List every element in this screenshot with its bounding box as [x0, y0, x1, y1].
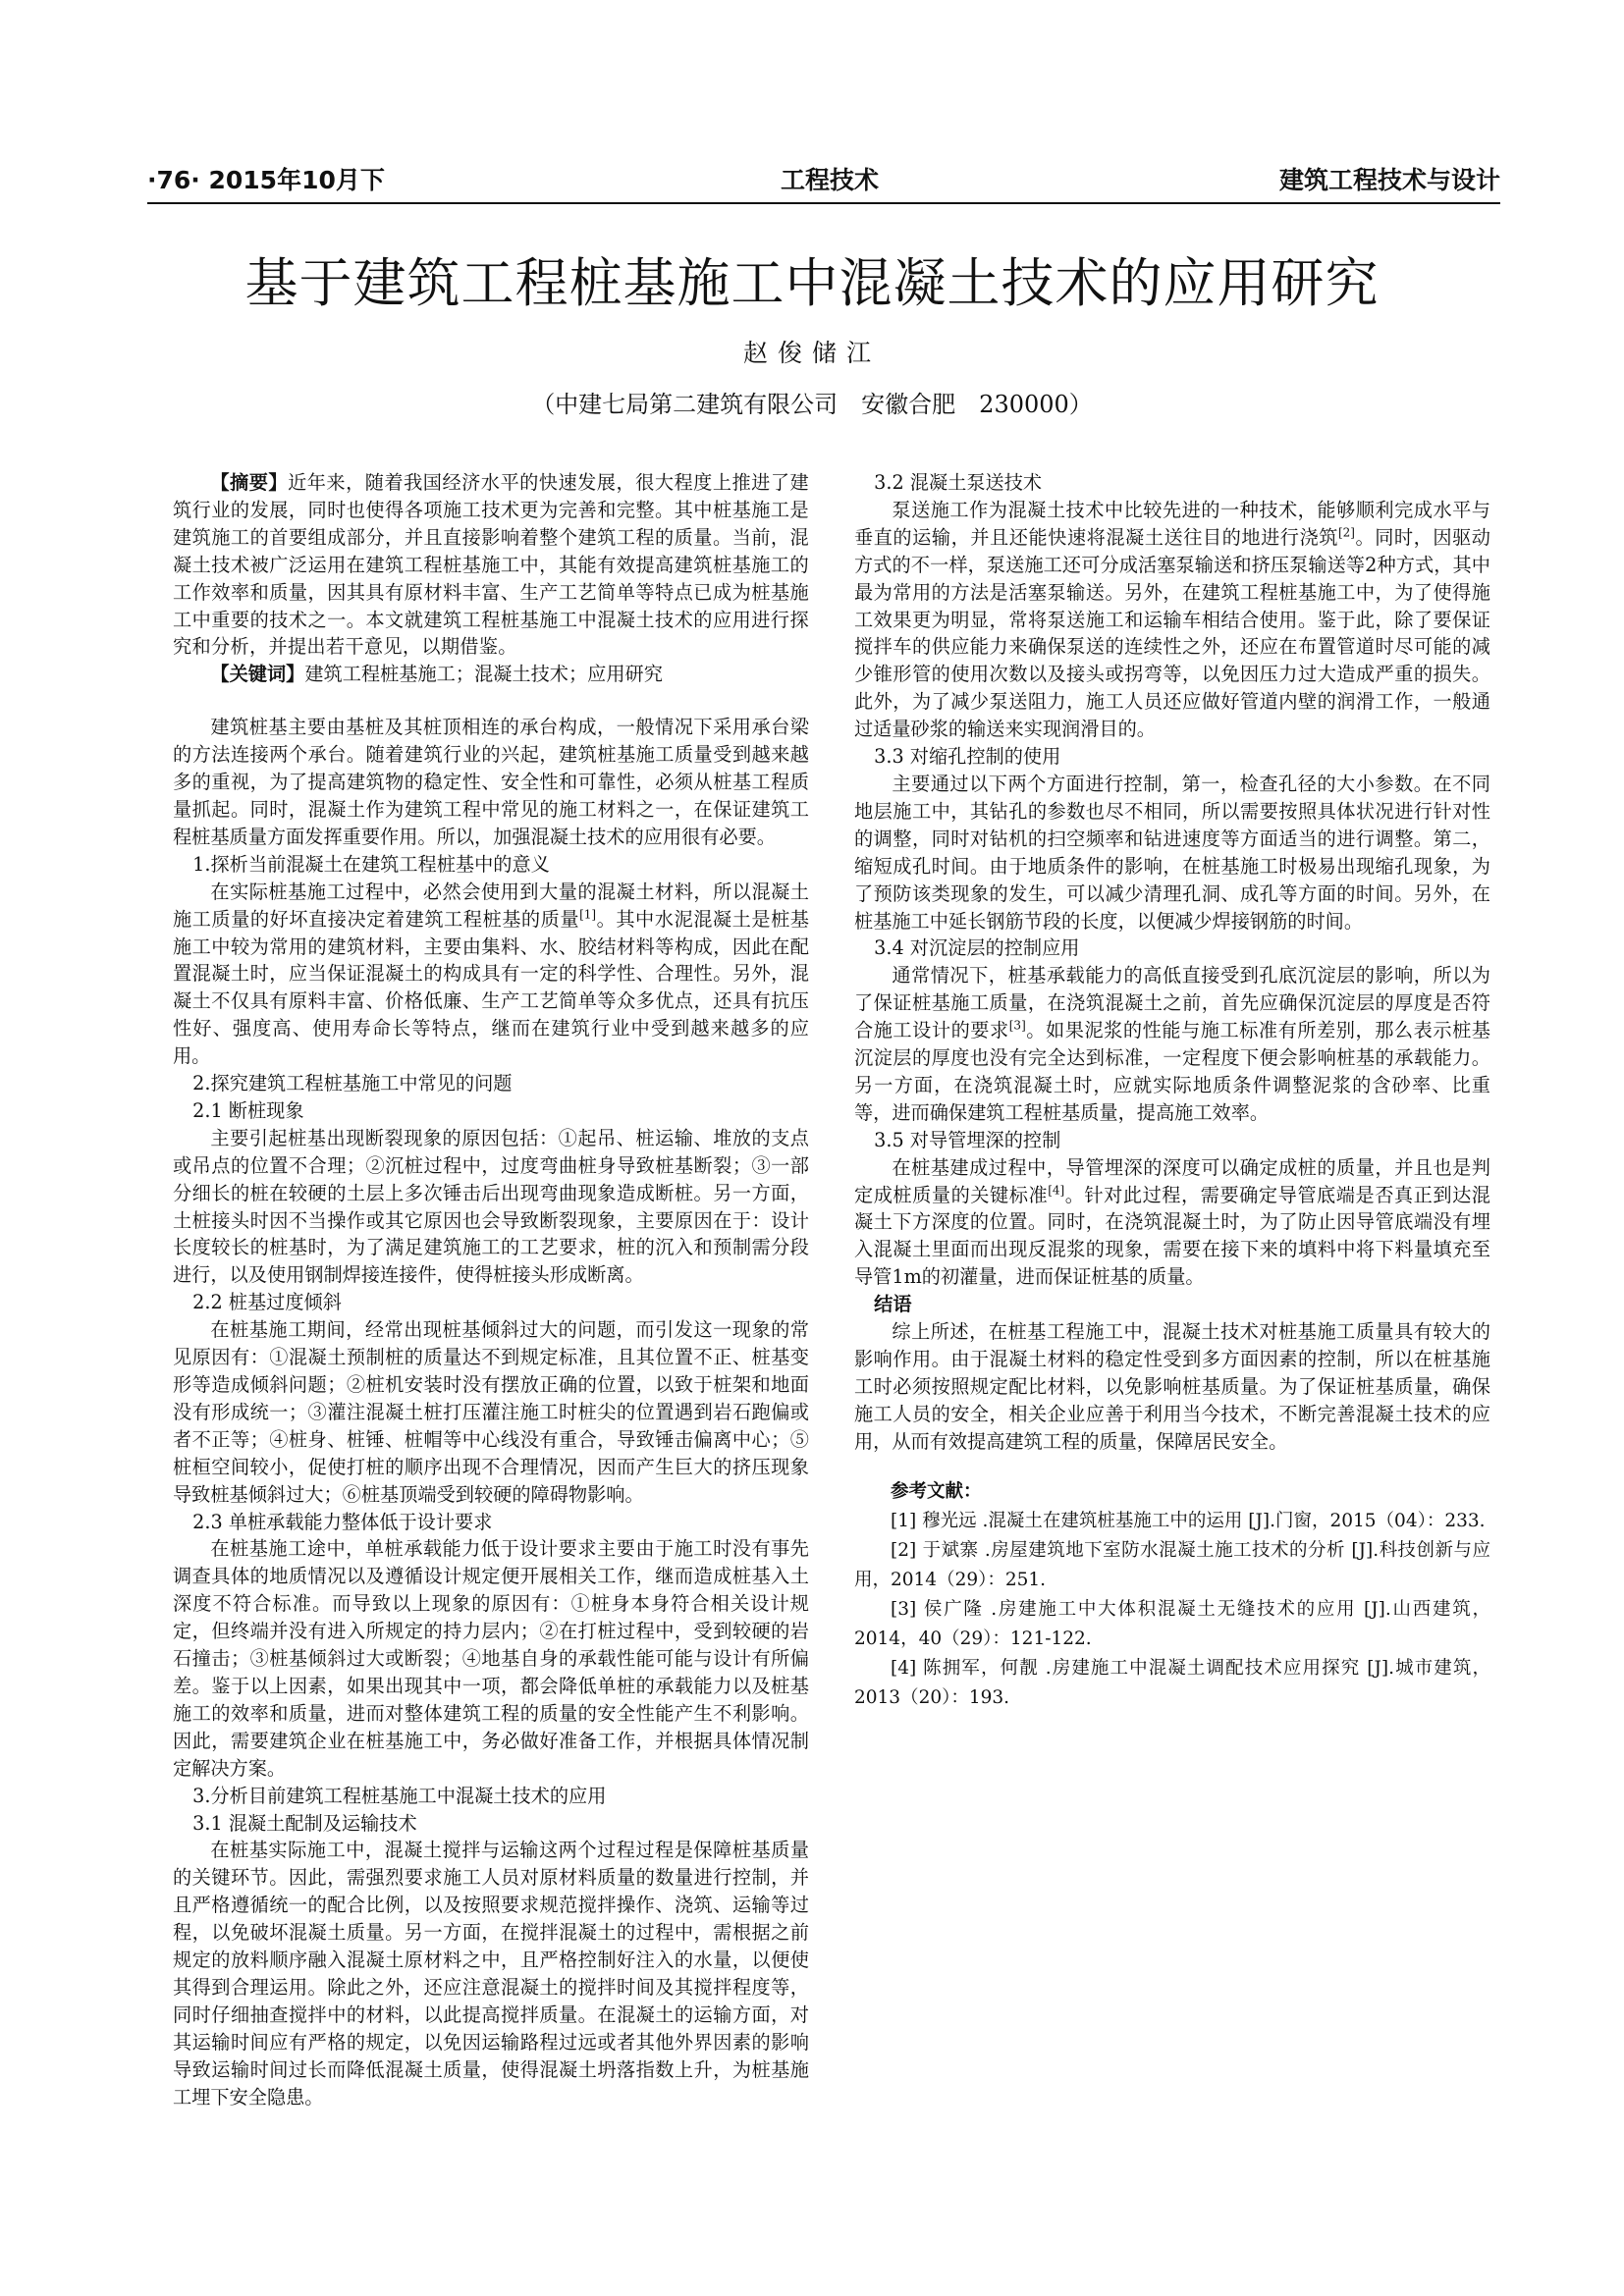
article-title: 基于建筑工程桩基施工中混凝土技术的应用研究 [244, 252, 1380, 314]
journal-column: 建筑工程技术与设计 [1278, 166, 1500, 194]
section-3-4-paragraph: 通常情况下，桩基承载能力的高低直接受到孔底沉淀层的影响，所以为了保证桩基施工质量，在浇筑混凝土之前，首先应确保沉淀层的厚度是否符合施工设计的要求[3]。如果泥浆的性能与施工标准有所差别，那么表示桩基沉淀层的厚度也没有完全达到标准，一定程度下便会影响桩基的承载能力。另一方面，在浇筑混凝土时，应就实际地质条件调整泥浆的含砂率、比重等，进而确保建筑工程桩基质量，提高施工效率。 [854, 964, 1490, 1124]
right-column [854, 469, 1490, 1713]
references-heading: 参考文献： [891, 1480, 982, 1502]
citation-2: [2] [1337, 525, 1355, 540]
abstract-text: 近年来，随着我国经济水平的快速发展，很大程度上推进了建筑行业的发展，同时也使得各项施工技术更为完善和完整。其中桩基施工是建筑施工的首要组成部分，并且直接影响着整个建筑工程的质量。当前，混凝土技术被广泛运用在建筑工程桩基施工中，其能有效提高建筑桩基施工的工作效率和质量，因其具有原材料丰富、生产工艺简单等特点已成为桩基施工中重要的技术之一。本文就建筑工程桩基施工中混凝土技术的应用进行探究和分析，并提出若干意见，以期借鉴。 [173, 471, 809, 659]
section-3-2-heading: 3.2 混凝土泵送技术 [874, 471, 1043, 494]
abstract-label: 【摘要】 [210, 471, 289, 494]
section-1-paragraph: 在实际桩基施工过程中，必然会使用到大量的混凝土材料，所以混凝土施工质量的好坏直接决定着建筑工程桩基的质量[1]。其中水泥混凝土是桩基施工中较为常用的建筑材料，主要由集料、水、胶结材料等构成，因此在配置混凝土时，应当保证混凝土的构成具有一定的科学性、合理性。另外，混凝土不仅具有原料丰富、价格低廉、生产工艺简单等众多优点，还具有抗压性好、强度高、使用寿命长等特点，继而在建筑行业中受到越来越多的应用。 [173, 880, 809, 1068]
section-3-5-heading: 3.5 对导管埋深的控制 [874, 1128, 1061, 1151]
section-2-1-paragraph: 主要引起桩基出现断裂现象的原因包括：①起吊、桩运输、堆放的支点或吊点的位置不合理；②沉桩过程中，过度弯曲桩身导致桩基断裂；③一部分细长的桩在较硬的土层上多次锤击后出现弯曲现象造成断桩。另一方面，土桩接头时因不当操作或其它原因也会导致断裂现象，主要原因在于：设计长度较长的桩基时，为了满足建筑施工的工艺要求，桩的沉入和预制需分段进行，以及使用钢制焊接连接件，使得桩接头形成断离。 [173, 1126, 809, 1287]
reference-item: [4] 陈拥军，何靓 .房建施工中混凝土调配技术应用探究 [J].城市建筑，2013（20）：193. [854, 1657, 1490, 1708]
page-number-date: ·76· 2015年10月下 [147, 166, 385, 194]
citation-4: [4] [1048, 1183, 1065, 1198]
section-3-3-paragraph: 主要通过以下两个方面进行控制，第一，检查孔径的大小参数。在不同地层施工中，其钻孔的参数也尽不相同，所以需要按照具体状况进行针对性的调整，同时对钻机的扫空频率和钻进速度等方面适当的进行调整。第二，缩短成孔时间。由于地质条件的影响，在桩基施工时极易出现缩孔现象，为了预防该类现象的发生，可以减少清理孔洞、成孔等方面的时间。另外，在桩基施工中延长钢筋节段的长度，以便减少焊接钢筋的时间。 [854, 772, 1490, 933]
section-3-1-paragraph: 在桩基实际施工中，混凝土搅拌与运输这两个过程过程是保障桩基质量的关键环节。因此，需强烈要求施工人员对原材料质量的数量进行控制，并且严格遵循统一的配合比例，以及按照要求规范搅拌操作、浇筑、运输等过程，以免破坏混凝土质量。另一方面，在搅拌混凝土的过程中，需根据之前规定的放料顺序融入混凝土原材料之中，且严格控制好注入的水量，以便使其得到合理运用。除此之外，还应注意混凝土的搅拌时间及其搅拌程度等，同时仔细抽查搅拌中的材料，以此提高搅拌质量。在混凝土的运输方面，对其运输时间应有严格的规定，以免因运输路程过远或者其他外界因素的影响导致运输时间过长而降低混凝土质量，使得混凝土坍落指数上升，为桩基施工埋下安全隐患。 [173, 1839, 809, 2109]
reference-item: [1] 穆光远 .混凝土在建筑桩基施工中的运用 [J].门窗，2015（04）：233. [891, 1510, 1486, 1531]
keywords-text: 建筑工程桩基施工；混凝土技术；应用研究 [304, 663, 663, 686]
citation-1: [1] [579, 907, 597, 922]
left-column [173, 469, 809, 2110]
section-3-4-heading: 3.4 对沉淀层的控制应用 [874, 936, 1080, 960]
section-3-heading: 3.分析目前建筑工程桩基施工中混凝土技术的应用 [192, 1784, 607, 1807]
conclusion-heading: 结语 [874, 1293, 912, 1316]
section-name: 工程技术 [781, 166, 880, 194]
intro-paragraph: 建筑桩基主要由基桩及其桩顶相连的承台构成，一般情况下采用承台梁的方法连接两个承台。随着建筑行业的兴起，建筑桩基施工质量受到越来越多的重视，为了提高建筑物的稳定性、安全性和可靠性，必须从桩基工程质量抓起。同时，混凝土作为建筑工程中常见的施工材料之一，在保证建筑工程桩基质量方面发挥重要作用。所以，加强混凝土技术的应用很有必要。 [173, 716, 809, 848]
section-2-2-heading: 2.2 桩基过度倾斜 [192, 1291, 342, 1314]
section-2-1-heading: 2.1 断桩现象 [192, 1098, 304, 1122]
keywords-label: 【关键词】 [210, 663, 305, 686]
abstract [173, 469, 809, 661]
section-3-2-paragraph: 泵送施工作为混凝土技术中比较先进的一种技术，能够顺利完成水平与垂直的运输，并且还能快速将混凝土送往目的地进行浇筑[2]。同时，因驱动方式的不一样，泵送施工还可分成活塞泵输送和挤压泵输送等2种方式，其中最为常用的方法是活塞泵输送。另外，在建筑工程桩基施工中，为了使得施工效果更为明显，常将泵送施工和运输车相结合使用。鉴于此，除了要保证搅拌车的供应能力来确保泵送的连续性之外，还应在布置管道时尽可能的减少锥形管的使用次数以及接头或拐弯等，以免因压力过大造成严重的损失。此外，为了减少泵送阻力，施工人员还应做好管道内壁的润滑工作，一般通过适量砂浆的输送来实现润滑目的。 [854, 498, 1490, 741]
header-rule [147, 202, 1500, 204]
section-2-3-paragraph: 在桩基施工途中，单桩承载能力低于设计要求主要由于施工时没有事先调查具体的地质情况以及遵循设计规定便开展相关工作，继而造成桩基入土深度不符合标准。而导致以上现象的原因有：①桩身本身符合相关设计规定，但终端并没有进入所规定的持力层内；②在打桩过程中，受到较硬的岩石撞击；③桩基倾斜过大或断裂；④地基自身的承载性能可能与设计有所偏差。鉴于以上因素，如果出现其中一项，都会降低单桩的承载能力以及桩基施工的效率和质量，进而对整体建筑工程的质量的安全性能产生不利影响。因此，需要建筑企业在桩基施工中，务必做好准备工作，并根据具体情况制定解决方案。 [173, 1537, 809, 1780]
references [854, 1477, 1490, 1713]
section-2-2-paragraph: 在桩基施工期间，经常出现桩基倾斜过大的问题，而引发这一现象的常见原因有：①混凝土预制桩的质量达不到规定标准，且其位置不正、桩基变形等造成倾斜问题；②桩机安装时没有摆放正确的位置，以致于桩架和地面没有形成统一；③灌注混凝土桩打压灌注施工时桩尖的位置遇到岩石跑偏或者不正等；④桩身、桩锤、桩帽等中心线没有重合，导致锤击偏离中心；⑤桩桓空间较小，促使打桩的顺序出现不合理情况，因而产生巨大的挤压现象导致桩基倾斜过大；⑥桩基顶端受到较硬的障碍物影响。 [173, 1318, 809, 1506]
author-affiliation: （中建七局第二建筑有限公司 安徽合肥 230000） [531, 391, 1093, 418]
section-2-3-heading: 2.3 单桩承载能力整体低于设计要求 [192, 1510, 493, 1533]
conclusion-paragraph: 综上所述，在桩基工程施工中，混凝土技术对桩基施工质量具有较大的影响作用。由于混凝土材料的稳定性受到多方面因素的控制，所以在桩基施工时必须按照规定配比材料，以免影响桩基质量。为了保证桩基质量，确保施工人员的安全，相关企业应善于利用当今技术，不断完善混凝土技术的应用，从而有效提高建筑工程的质量，保障居民安全。 [854, 1320, 1490, 1453]
running-header [147, 153, 1500, 204]
section-3-1-heading: 3.1 混凝土配制及运输技术 [192, 1811, 417, 1835]
article-authors: 赵俊储江 [742, 339, 881, 367]
citation-3: [3] [1008, 1018, 1026, 1033]
section-2-heading: 2.探究建筑工程桩基施工中常见的问题 [192, 1072, 513, 1095]
section-3-5-paragraph: 在桩基建成过程中，导管埋深的深度可以确定成桩的质量，并且也是判定成桩质量的关键标准[4]。针对此过程，需要确定导管底端是否真正到达混凝土下方深度的位置。同时，在浇筑混凝土时，为了防止因导管底端没有埋入混凝土里面而出现反混浆的现象，需要在接下来的填料中将下料量填充至导管1m的初灌量，进而保证桩基的质量。 [854, 1155, 1490, 1289]
reference-item: [3] 侯广隆 .房建施工中大体积混凝土无缝技术的应用 [J].山西建筑，2014，40（29）：121-122. [854, 1598, 1490, 1649]
section-3-3-heading: 3.3 对缩孔控制的使用 [874, 745, 1061, 769]
keywords [173, 661, 809, 688]
section-1-heading: 1.探析当前混凝土在建筑工程桩基中的意义 [192, 852, 550, 876]
reference-item: [2] 于斌寨 .房屋建筑地下室防水混凝土施工技术的分析 [J].科技创新与应用，2014（29）：251. [854, 1539, 1490, 1590]
